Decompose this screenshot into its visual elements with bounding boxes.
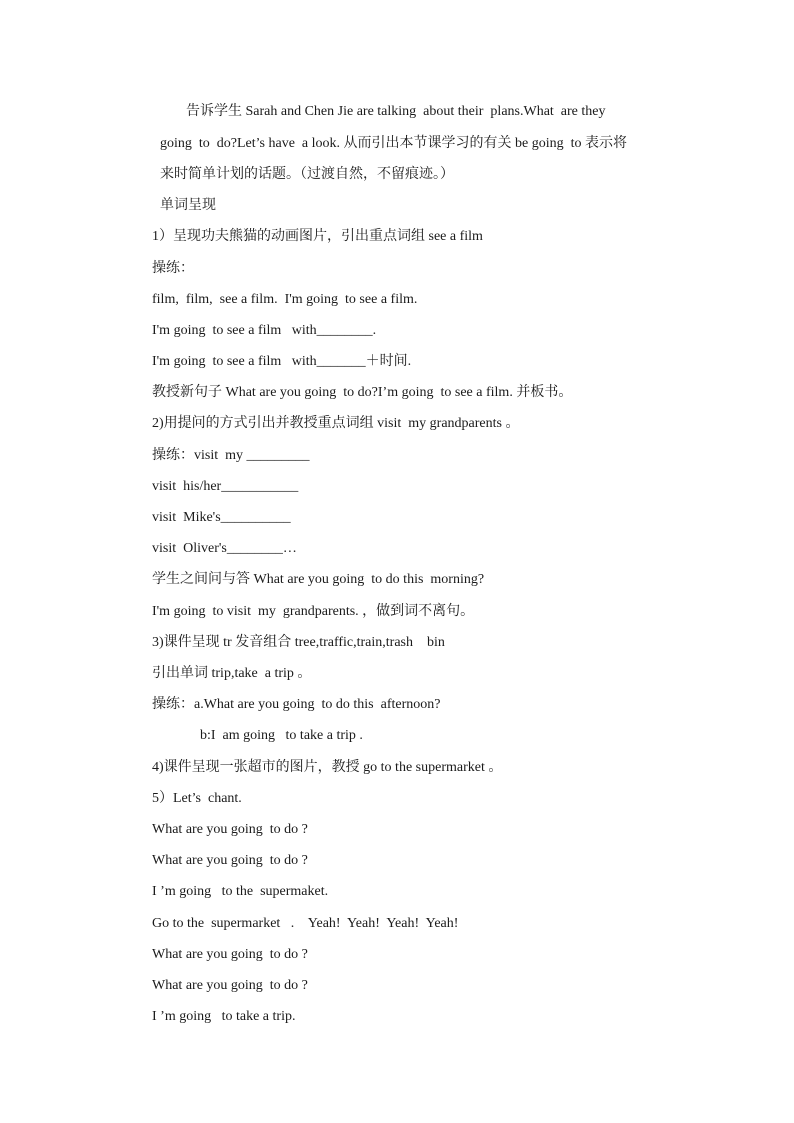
step-2-heading: 2)用提问的方式引出并教授重点词组 visit my grandparents 。	[152, 416, 520, 431]
new-sentence-line: 教授新句子 What are you going to do?I’m going to see a film. 并板书。	[152, 385, 573, 400]
practice-answer-line: b:I am going to take a trip .	[200, 728, 363, 743]
pair-question-line: 学生之间问与答 What are you going to do this morning?	[152, 572, 485, 587]
chant-line: What are you going to do ?	[152, 947, 308, 962]
chant-line: What are you going to do ?	[152, 978, 308, 993]
chant-line: Go to the supermarket . Yeah! Yeah! Yeah! Yeah!	[152, 916, 459, 931]
intro-line-2: going to do?Let’s have a look. 从而引出本节课学习的有关 be going to 表示将	[160, 136, 628, 151]
practice-line: I'm going to see a film with_______＋时间.	[152, 354, 412, 369]
practice-line: visit Oliver's________…	[152, 541, 297, 556]
new-words-line: 引出单词 trip,take a trip 。	[152, 666, 312, 681]
chant-line: I ’m going to take a trip.	[152, 1009, 296, 1024]
practice-label: 操练：	[152, 261, 194, 276]
section-heading-vocabulary: 单词呈现	[160, 198, 216, 213]
chant-line: I ’m going to the supermaket.	[152, 884, 329, 899]
practice-question-line: 操练：a.What are you going to do this afternoon?	[152, 697, 441, 712]
practice-line: visit Mike's__________	[152, 510, 291, 525]
intro-line-1: 告诉学生 Sarah and Chen Jie are talking about their plans.What are they	[186, 104, 606, 119]
practice-line: visit his/her___________	[152, 479, 299, 494]
step-3-heading: 3)课件呈现 tr 发音组合 tree,traffic,train,trash bin	[152, 635, 445, 650]
practice-line: I'm going to see a film with________.	[152, 323, 377, 338]
chant-line: What are you going to do ?	[152, 822, 308, 837]
pair-answer-line: I'm going to visit my grandparents. ，做到词不离句。	[152, 604, 475, 619]
intro-line-3: 来时简单计划的话题。（过渡自然，不留痕迹。）	[160, 167, 454, 182]
step-1-heading: 1）呈现功夫熊猫的动画图片，引出重点词组 see a film	[152, 229, 483, 244]
step-4-heading: 4)课件呈现一张超市的图片，教授 go to the supermarket 。	[152, 760, 503, 775]
chant-line: What are you going to do ?	[152, 853, 308, 868]
practice-line: film, film, see a film. I'm going to see a film.	[152, 292, 418, 307]
practice-line: 操练：visit my _________	[152, 448, 310, 463]
step-5-heading: 5）Let’s chant.	[152, 791, 242, 806]
